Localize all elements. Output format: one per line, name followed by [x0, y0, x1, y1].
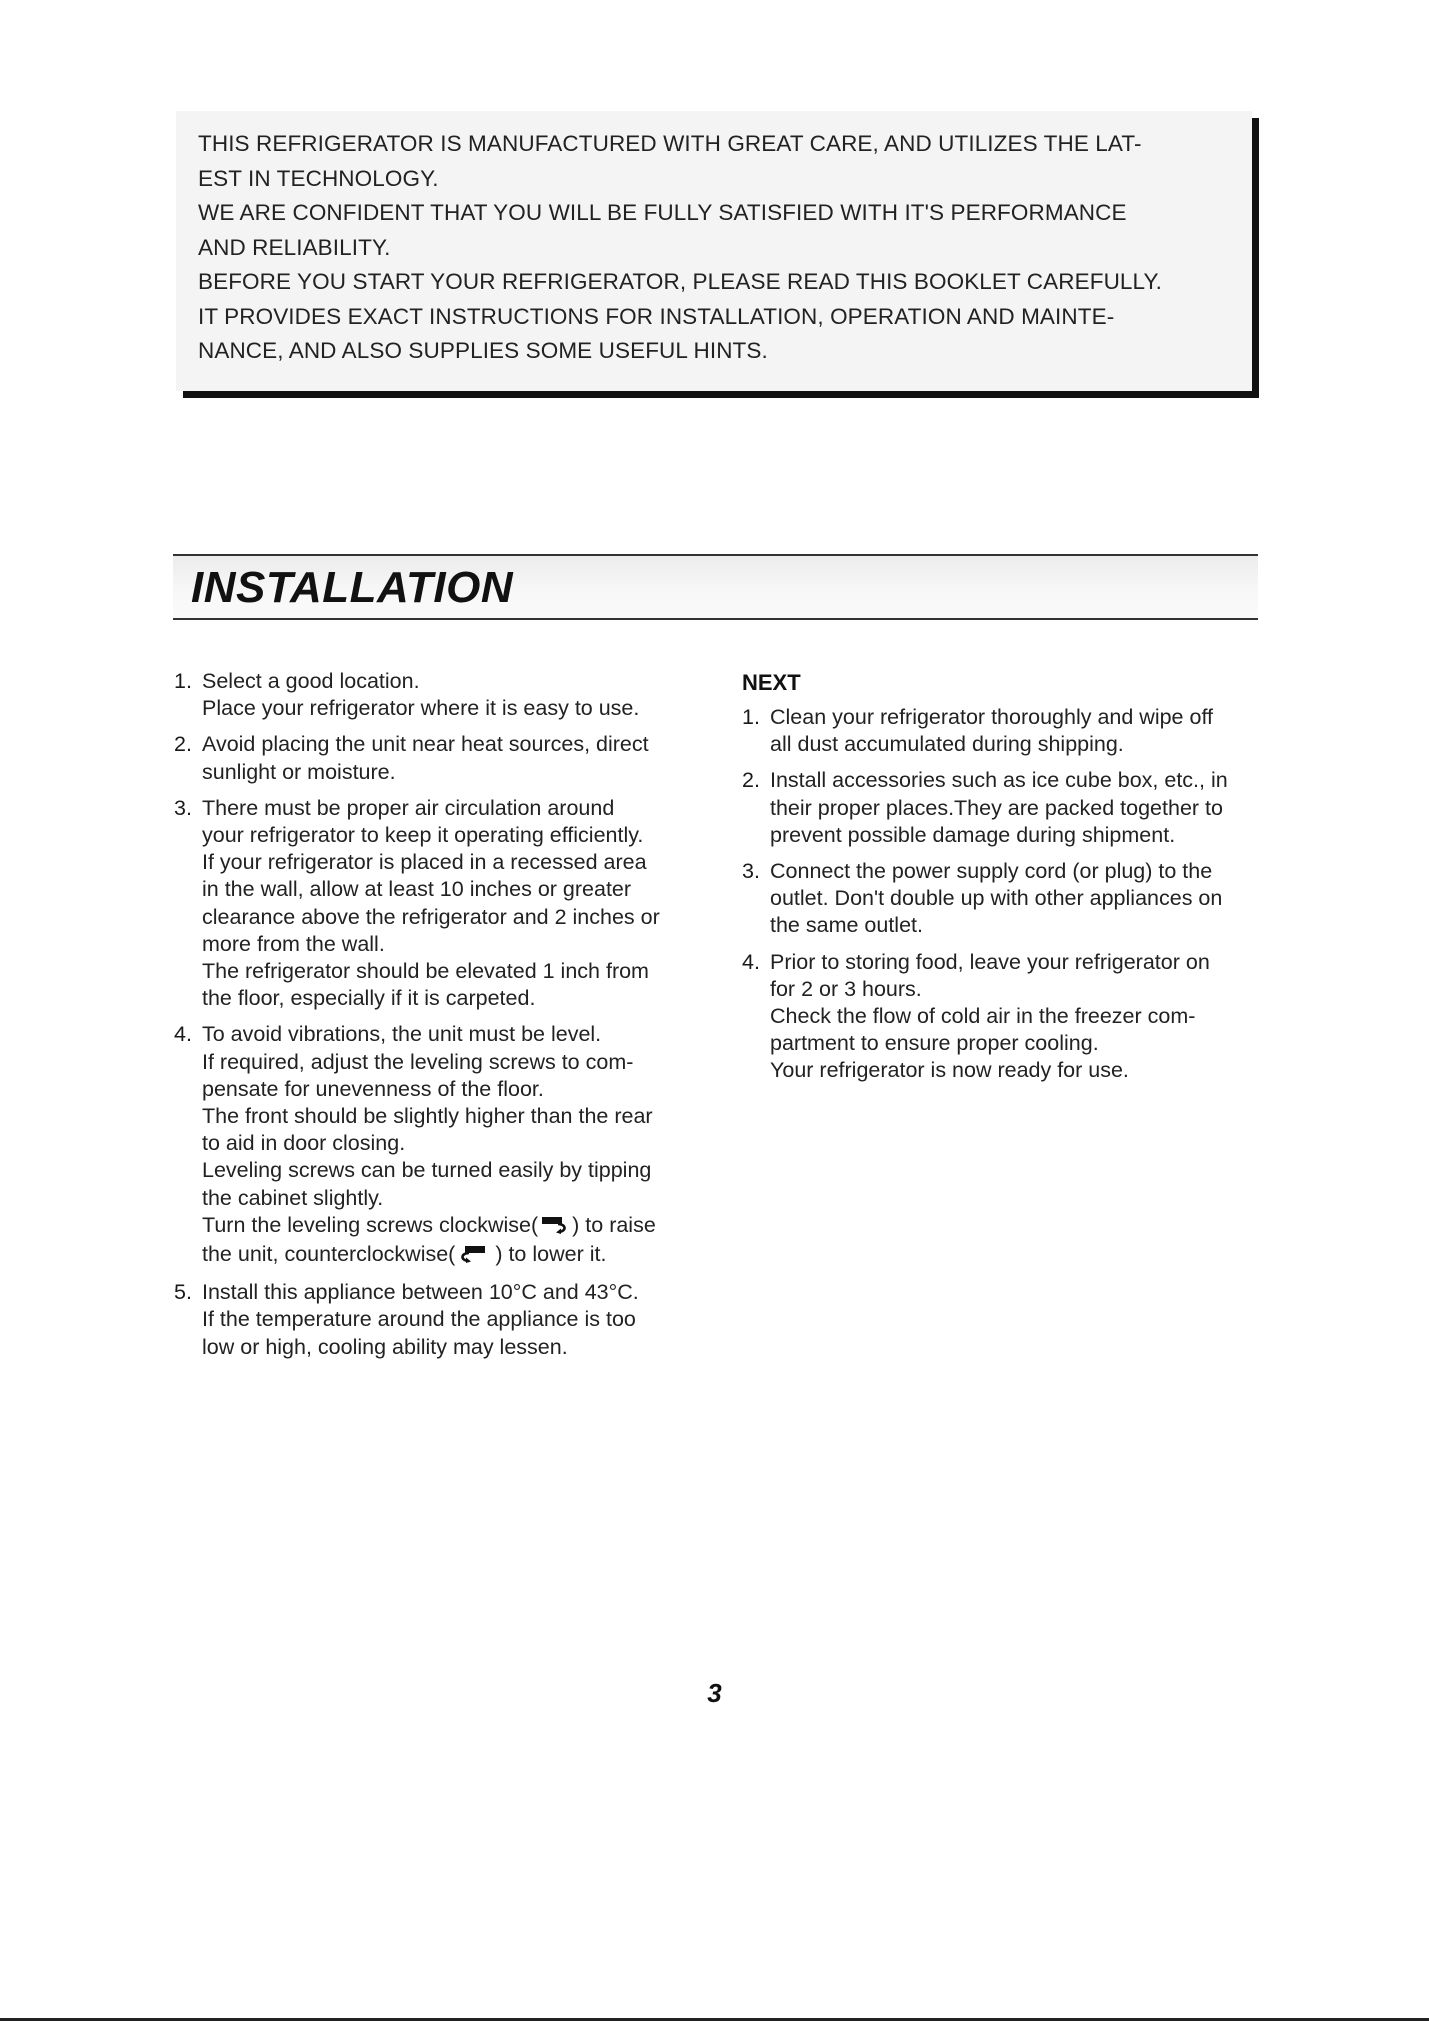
step-text-line: To avoid vibrations, the unit must be level.	[202, 1022, 602, 1047]
step-text-line: If required, adjust the leveling screws to com-	[202, 1049, 634, 1074]
step-number: 3.	[174, 795, 192, 820]
step-text-line: If the temperature around the appliance is too	[202, 1307, 636, 1332]
step-text-line: pensate for unevenness of the floor.	[202, 1076, 544, 1101]
step-number: 5.	[174, 1280, 192, 1305]
step-text-line: the same outlet.	[770, 913, 923, 938]
step-text-line: for 2 or 3 hours.	[770, 976, 922, 1001]
section-title: INSTALLATION	[191, 563, 514, 612]
step-text-line: in the wall, allow at least 10 inches or greater	[202, 877, 632, 902]
intro-line: EST IN TECHNOLOGY.	[198, 165, 439, 191]
intro-line: NANCE, AND ALSO SUPPLIES SOME USEFUL HINTS.	[198, 338, 768, 363]
step-text-line: Your refrigerator is now ready for use.	[770, 1058, 1129, 1083]
step-text-line: the cabinet slightly.	[202, 1185, 384, 1210]
step-text-line: to aid in door closing.	[202, 1131, 406, 1156]
step-text-line: Clean your refrigerator thoroughly and wipe off	[770, 705, 1213, 729]
step-text-line: Leveling screws can be turned easily by tipping	[202, 1158, 652, 1183]
step-text-line: clearance above the refrigerator and 2 inches or	[202, 904, 660, 929]
next-step-4	[742, 949, 1272, 1085]
step-text-line: more from the wall.	[202, 931, 385, 956]
step-number: 4.	[174, 1022, 192, 1047]
step-number: 2.	[742, 768, 760, 793]
step-text-line: Install accessories such as ice cube box, etc., in	[770, 768, 1228, 793]
next-step-2	[742, 767, 1272, 849]
installation-step-1	[174, 668, 704, 722]
intro-line: AND RELIABILITY.	[198, 234, 391, 260]
step-text-line: prevent possible damage during shipment.	[770, 822, 1176, 847]
intro-line: IT PROVIDES EXACT INSTRUCTIONS FOR INSTALLATION, OPERATION AND MAINTE-	[198, 303, 1115, 329]
intro-line: WE ARE CONFIDENT THAT YOU WILL BE FULLY SATISFIED WITH IT'S PERFORMANCE	[198, 200, 1127, 225]
step-text-line: sunlight or moisture.	[202, 759, 396, 784]
counterclockwise-text-before: the unit, counterclockwise(	[202, 1242, 456, 1267]
next-steps-column	[742, 668, 1272, 1094]
step-text-line: your refrigerator to keep it operating efficiently.	[202, 823, 644, 848]
step-text-line: all dust accumulated during shipping.	[770, 732, 1124, 757]
next-step-1	[742, 704, 1272, 758]
step-text-line: partment to ensure proper cooling.	[770, 1031, 1099, 1056]
step-number: 1.	[742, 705, 760, 729]
installation-steps-list	[174, 668, 704, 1361]
next-steps-list	[742, 704, 1272, 1085]
counterclockwise-rotation-icon	[457, 1243, 487, 1270]
intro-line: THIS REFRIGERATOR IS MANUFACTURED WITH GREAT CARE, AND UTILIZES THE LAT-	[198, 131, 1142, 156]
step-text-line: There must be proper air circulation around	[202, 795, 615, 820]
counterclockwise-text-after: ) to lower it.	[489, 1242, 607, 1267]
installation-step-2	[174, 731, 704, 785]
step-number: 1.	[174, 669, 192, 693]
step-text-line: low or high, cooling ability may lessen.	[202, 1334, 568, 1359]
step-number: 2.	[174, 732, 192, 757]
intro-notice-box	[176, 111, 1252, 391]
clockwise-rotation-icon	[540, 1214, 570, 1241]
installation-step-5	[174, 1279, 704, 1361]
step-text-line-counterclockwise	[202, 1241, 704, 1270]
step-text-line: Prior to storing food, leave your refrigerator on	[770, 949, 1210, 974]
step-text-line: If your refrigerator is placed in a recessed area	[202, 850, 647, 875]
section-header-bar	[173, 554, 1258, 620]
next-heading: NEXT	[742, 670, 801, 695]
step-number: 3.	[742, 859, 760, 884]
step-text-line-clockwise	[202, 1212, 704, 1241]
step-text-line: their proper places.They are packed together to	[770, 795, 1223, 820]
step-text-line: outlet. Don't double up with other appliances on	[770, 886, 1223, 911]
installation-step-4	[174, 1021, 704, 1270]
next-step-3	[742, 858, 1272, 940]
step-number: 4.	[742, 949, 760, 974]
step-text-line: Install this appliance between 10°C and 43°C.	[202, 1280, 639, 1305]
step-text-line: Connect the power supply cord (or plug) to the	[770, 859, 1213, 884]
installation-step-3	[174, 795, 704, 1013]
step-text-line: the floor, especially if it is carpeted.	[202, 986, 536, 1011]
step-text-line: Place your refrigerator where it is easy to use.	[202, 696, 640, 721]
clockwise-text-after: ) to raise	[572, 1212, 656, 1237]
intro-line: BEFORE YOU START YOUR REFRIGERATOR, PLEASE READ THIS BOOKLET CAREFULLY.	[198, 269, 1163, 294]
step-text-line: The refrigerator should be elevated 1 inch from	[202, 959, 649, 984]
installation-steps-column	[174, 668, 704, 1370]
bottom-rule	[0, 2018, 1429, 2021]
page-number: 3	[707, 1678, 722, 1708]
step-text-line: Check the flow of cold air in the freezer com-	[770, 1004, 1196, 1029]
step-text-line: Avoid placing the unit near heat sources, direct	[202, 732, 649, 757]
step-text-line: Select a good location.	[202, 669, 420, 693]
step-text-line: The front should be slightly higher than the rear	[202, 1104, 653, 1129]
clockwise-text-before: Turn the leveling screws clockwise(	[202, 1212, 539, 1237]
